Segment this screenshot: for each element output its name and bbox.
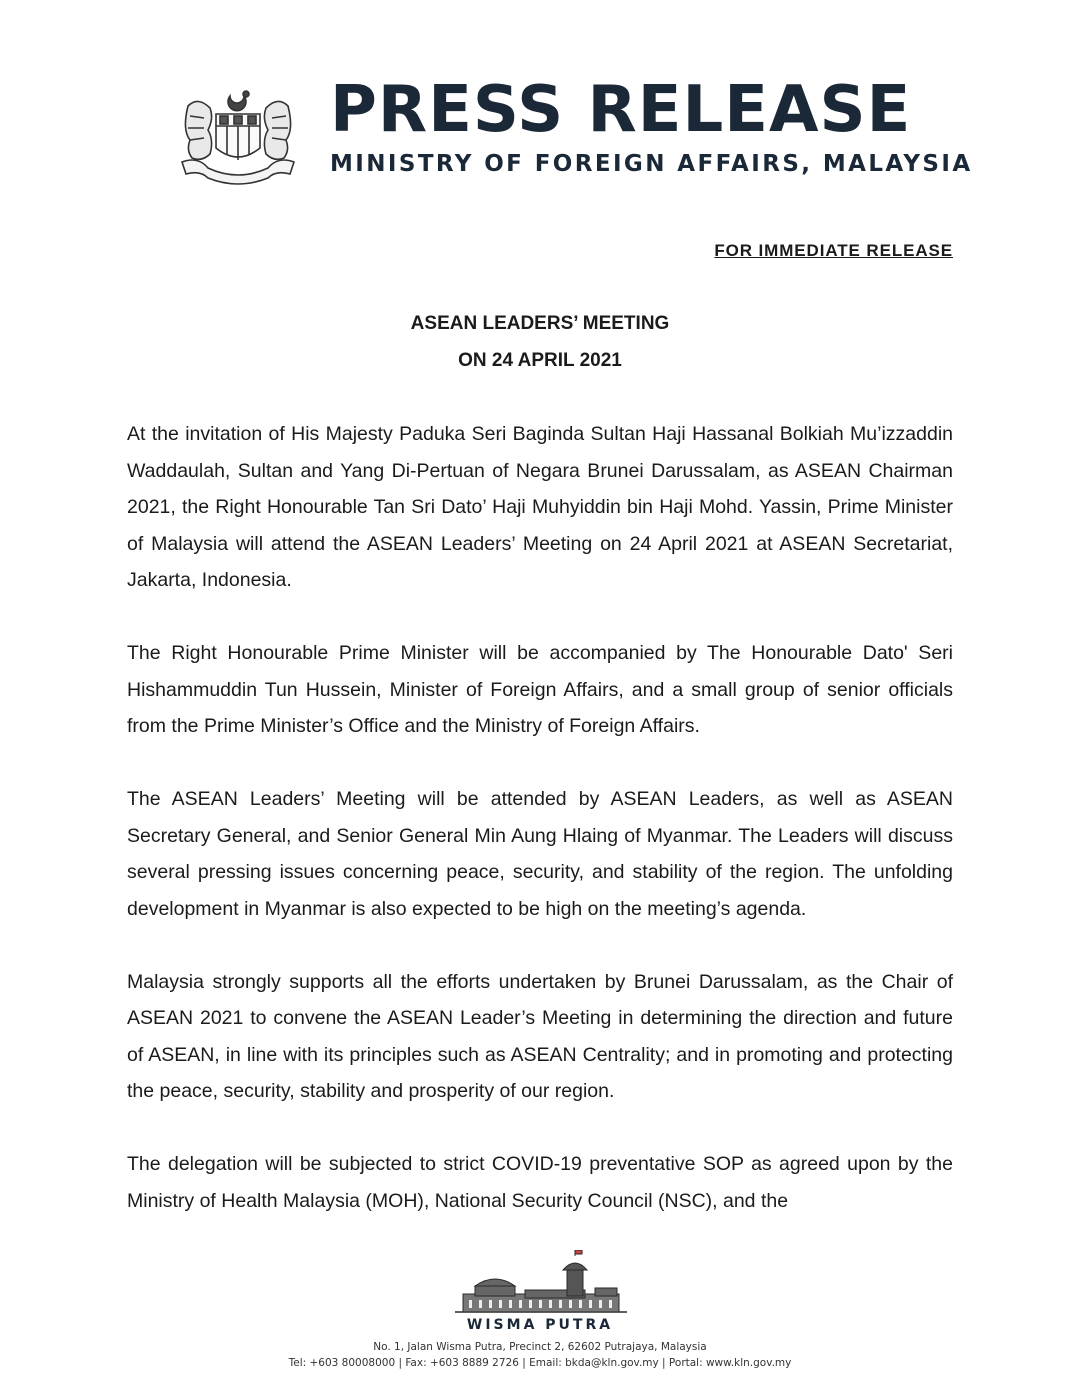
footer-contact-info: Tel: +603 80008000 | Fax: +603 8889 2726 | Email: bkda@kln.gov.my | Portal: www.kln.gov.my <box>288 1357 792 1369</box>
ministry-subtitle: MINISTRY OF FOREIGN AFFAIRS, MALAYSIA <box>330 151 973 177</box>
immediate-release-label: FOR IMMEDIATE RELEASE <box>714 241 953 260</box>
malaysia-coat-of-arms-icon <box>168 86 308 186</box>
footer-address: No. 1, Jalan Wisma Putra, Precinct 2, 62602 Putrajaya, Malaysia <box>373 1341 707 1353</box>
body-paragraph: Malaysia strongly supports all the efforts undertaken by Brunei Darussalam, as the Chair of ASEAN 2021 to convene the ASEAN Leader’s Meeting in determining the direction and future of ASEAN, in line with its principles such as ASEAN Centrality; and in promoting and protecting the peace, security, stability and prosperity of our region. <box>127 970 953 1102</box>
headline-line-1: ASEAN LEADERS’ MEETING <box>410 313 670 334</box>
body-paragraph: The delegation will be subjected to strict COVID-19 preventative SOP as agreed upon by the Ministry of Health Malaysia (MOH), National Security Council (NSC), and the <box>127 1153 953 1212</box>
footer-organization-name: WISMA PUTRA <box>466 1317 614 1333</box>
body-paragraph: The ASEAN Leaders’ Meeting will be attended by ASEAN Leaders, as well as ASEAN Secretary General, and Senior General Min Aung Hlaing of Myanmar. The Leaders will discuss several pressing issues concerning peace, security, and stability of the region. The unfolding development in Myanmar is also expected to be high on the meeting’s agenda. <box>127 788 953 920</box>
headline-line-2: ON 24 APRIL 2021 <box>458 350 622 371</box>
press-release-body <box>127 416 953 1256</box>
wisma-putra-building-icon <box>455 1250 627 1316</box>
body-paragraph: The Right Honourable Prime Minister will be accompanied by The Honourable Dato' Seri Hishammuddin Tun Hussein, Minister of Foreign Affairs, and a small group of senior officials from the Prime Minister’s Office and the Ministry of Foreign Affairs. <box>127 642 953 737</box>
page-title: PRESS RELEASE <box>330 73 912 147</box>
body-paragraph: At the invitation of His Majesty Paduka Seri Baginda Sultan Haji Hassanal Bolkiah Mu’izzaddin Waddaulah, Sultan and Yang Di-Pertuan of Negara Brunei Darussalam, as ASEAN Chairman 2021, the Right Honourable Tan Sri Dato’ Haji Muhyiddin bin Haji Mohd. Yassin, Prime Minister of Malaysia will attend the ASEAN Leaders’ Meeting on 24 April 2021 at ASEAN Secretariat, Jakarta, Indonesia. <box>127 423 953 591</box>
